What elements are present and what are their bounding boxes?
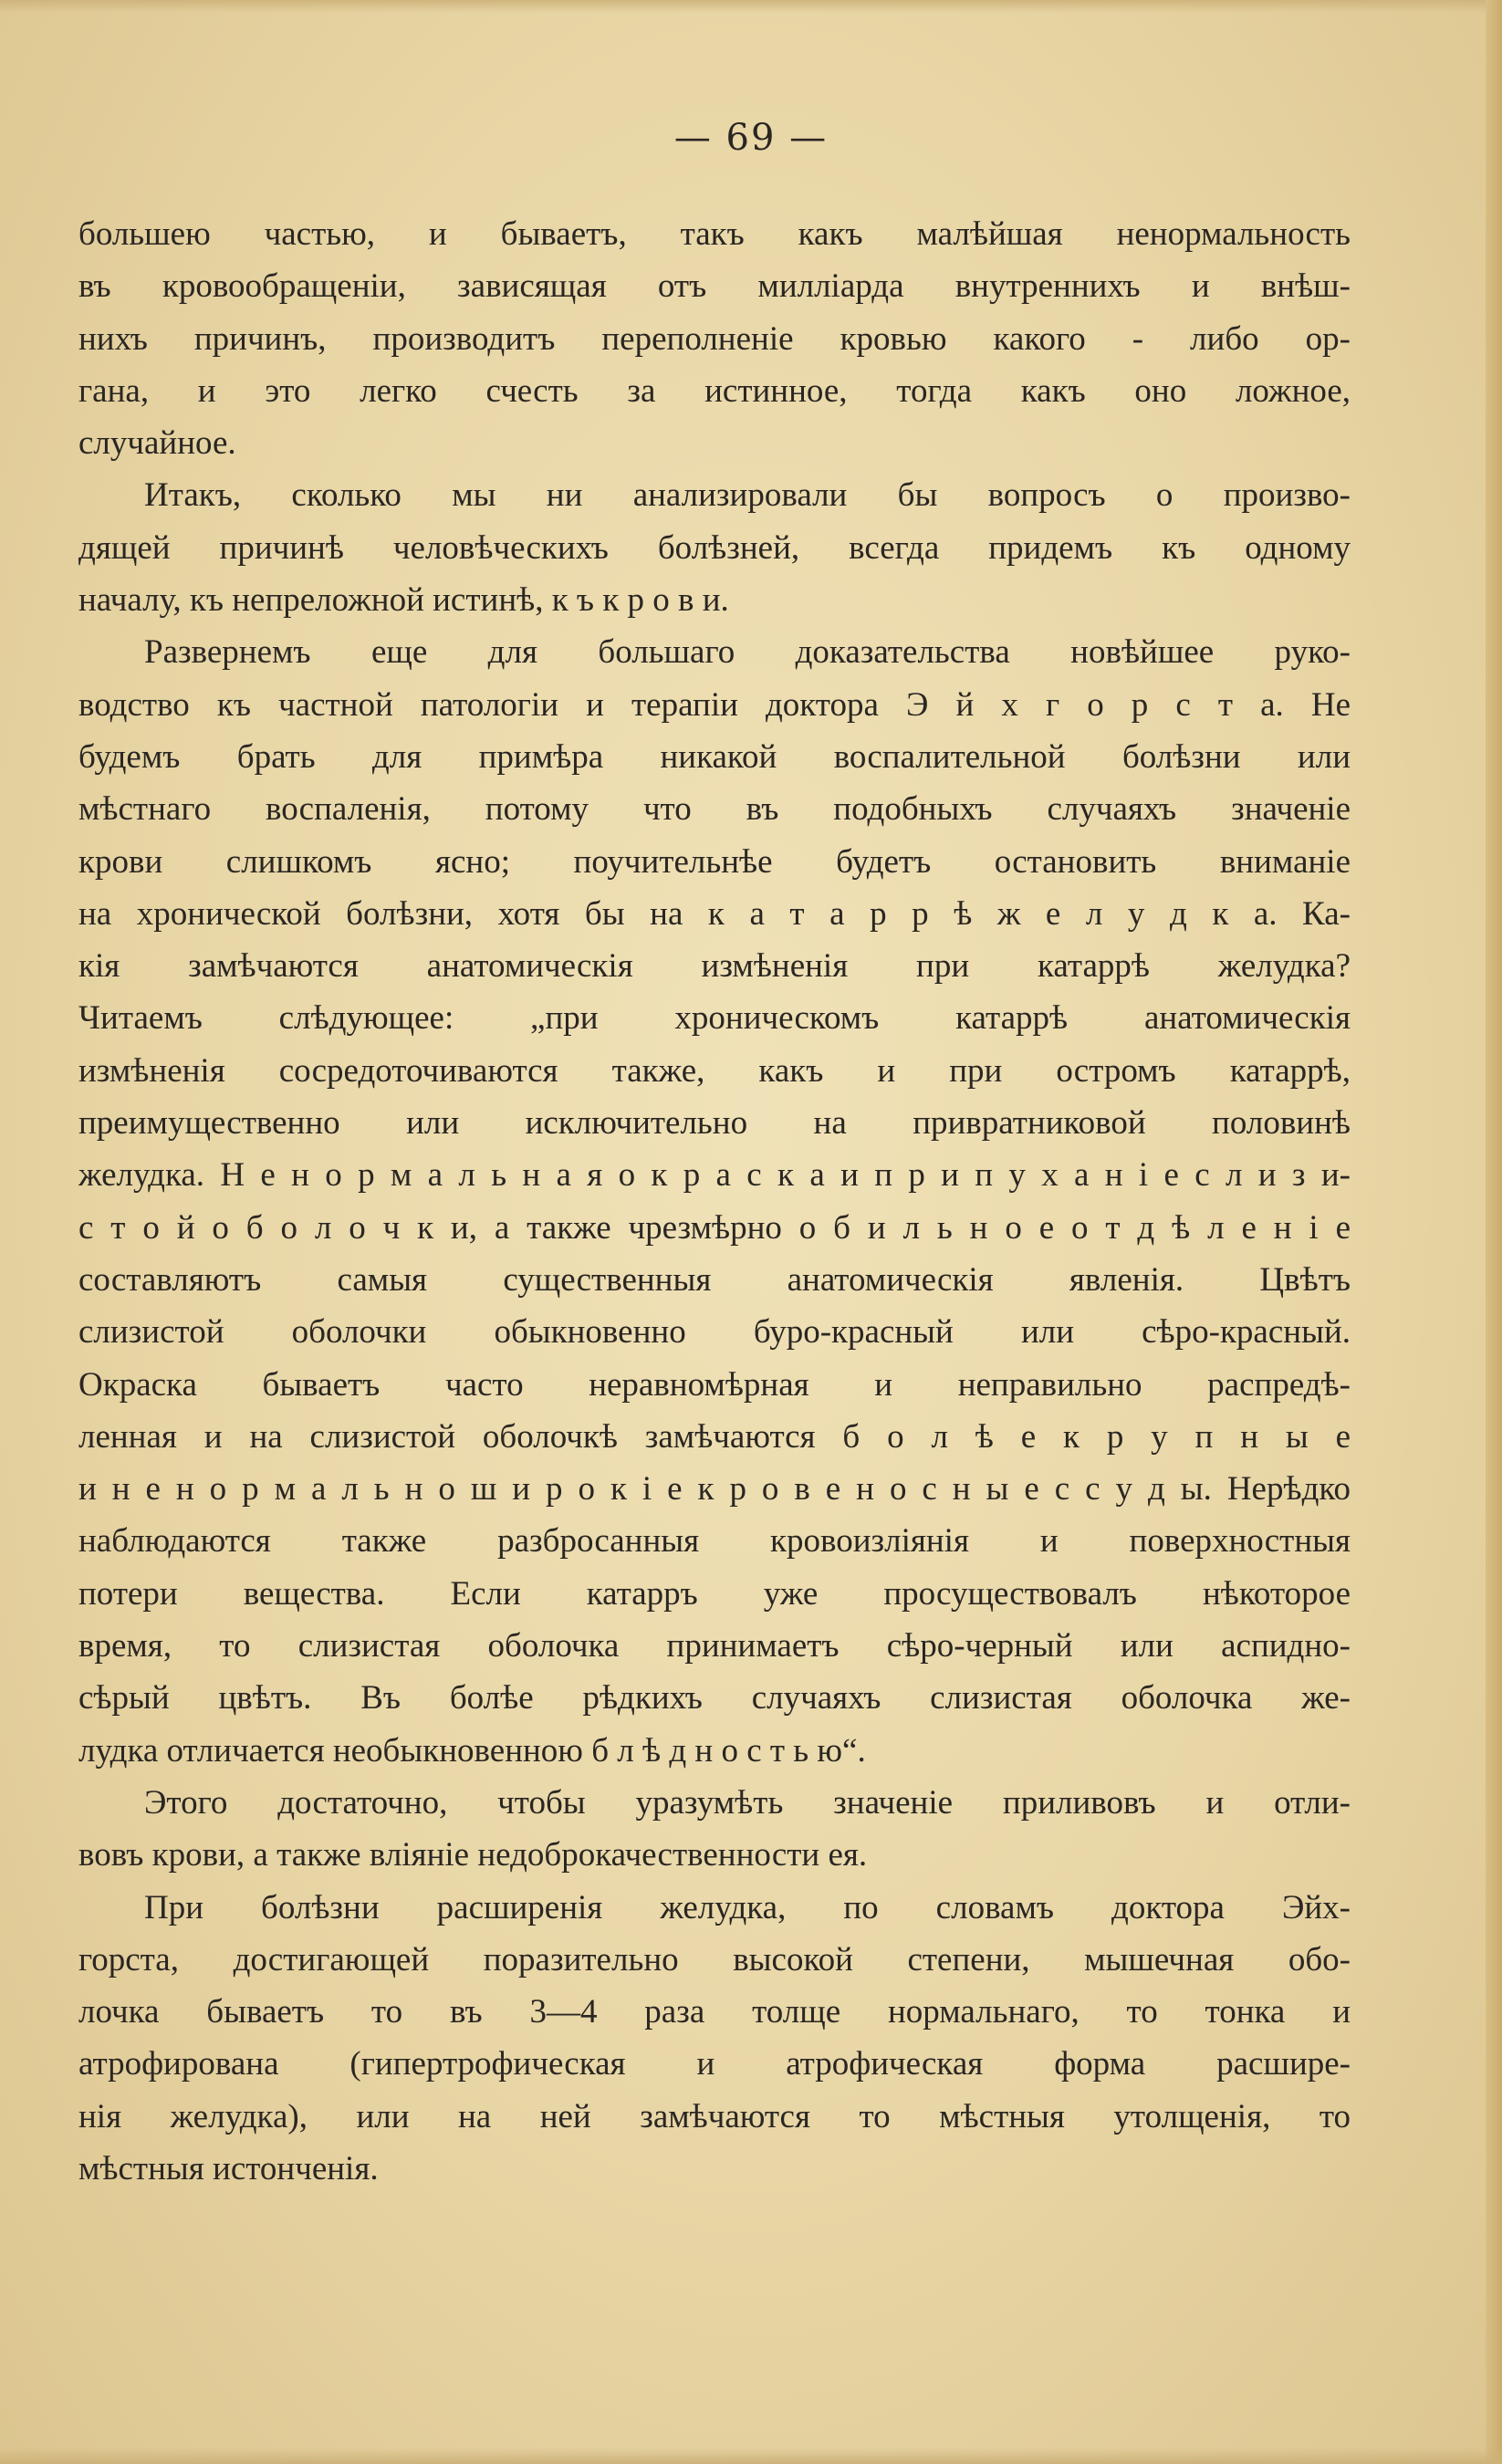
text-line: и н е н о р м а л ь н о ш и р о к і е к р о в е н о с н ы е с с у д ы. Нерѣдко: [78, 1470, 1351, 1509]
text-line: При болѣзни расширенія желудка, по словамъ доктора Эйх-: [144, 1888, 1351, 1926]
text-line: слизистой оболочки обыкновенно буро-красный или сѣро-красный.: [78, 1313, 1351, 1352]
text-line: нія желудка), или на ней замѣчаются то мѣстныя утолщенія, то: [78, 2097, 1351, 2135]
text-line: водство къ частной патологіи и терапіи доктора Э й х г о р с т а. Не: [78, 685, 1351, 724]
text-line: с т о й о б о л о ч к и, а также чрезмѣрно о б и л ь н о е о т д ѣ л е н і е: [78, 1208, 1351, 1247]
text-line: Окраска бываетъ часто неравномѣрная и неправильно распредѣ-: [78, 1365, 1351, 1404]
text-line: лудка отличается необыкновенною б л ѣ д н о с т ь ю“.: [78, 1731, 866, 1770]
text-line: крови слишкомъ ясно; поучительнѣе будетъ остановить вниманіе: [78, 842, 1351, 881]
text-line: на хронической болѣзни, хотя бы на к а т а р р ѣ ж е л у д к а. Ка-: [78, 894, 1351, 933]
text-line: Читаемъ слѣдующее: „при хроническомъ катаррѣ анатомическія: [78, 999, 1351, 1038]
text-line: началу, къ непреложной истинѣ, к ъ к р о в и.: [78, 581, 729, 620]
text-line: Итакъ, сколько мы ни анализировали бы вопросъ о произво-: [144, 476, 1351, 515]
text-line: случайное.: [78, 424, 236, 463]
page-number: — 69 —: [673, 117, 829, 159]
text-line: будемъ брать для примѣра никакой воспалительной болѣзни или: [78, 737, 1351, 776]
text-line: время, то слизистая оболочка принимаетъ сѣро-черный или аспидно-: [78, 1627, 1351, 1665]
text-line: гана, и это легко счесть за истинное, тогда какъ оно ложное,: [78, 371, 1351, 410]
page-top-edge: [0, 0, 1502, 13]
text-line: большею частью, и бываетъ, такъ какъ малѣйшая ненормальность: [78, 215, 1351, 253]
text-line: вовъ крови, а также вліяніе недоброкачественности ея.: [78, 1836, 868, 1874]
text-line: мѣстнаго воспаленія, потому что въ подобныхъ случаяхъ значеніе: [78, 790, 1351, 829]
text-line: ленная и на слизистой оболочкѣ замѣчаются б о л ѣ е к р у п н ы е: [78, 1417, 1351, 1456]
text-line: атрофирована (гипертрофическая и атрофическая форма расшире-: [78, 2045, 1351, 2083]
text-line: дящей причинѣ человѣческихъ болѣзней, всегда придемъ къ одному: [78, 528, 1351, 567]
page-right-edge: [1486, 0, 1502, 2464]
text-line: нихъ причинъ, производитъ переполненіе кровью какого - либо ор-: [78, 319, 1351, 358]
text-line: сѣрый цвѣтъ. Въ болѣе рѣдкихъ случаяхъ слизистая оболочка же-: [78, 1679, 1351, 1717]
text-line: Этого достаточно, чтобы уразумѣть значеніе приливовъ и отли-: [144, 1783, 1351, 1822]
text-line: измѣненія сосредоточиваются также, какъ и при остромъ катаррѣ,: [78, 1051, 1351, 1090]
text-line: мѣстныя истонченія.: [78, 2149, 379, 2187]
text-line: кія замѣчаются анатомическія измѣненія при катаррѣ желудка?: [78, 947, 1351, 986]
text-line: горста, достигающей поразительно высокой степени, мышечная обо-: [78, 1940, 1351, 1979]
page-bottom-edge: [0, 2448, 1502, 2464]
body-text: [78, 208, 1351, 2195]
text-line: преимущественно или исключительно на привратниковой половинѣ: [78, 1104, 1351, 1143]
text-line: въ кровообращеніи, зависящая отъ милліарда внутреннихъ и внѣш-: [78, 267, 1351, 306]
text-line: Развернемъ еще для большаго доказательства новѣйшее руко-: [144, 633, 1351, 672]
text-line: наблюдаются также разбросанныя кровоизліянія и поверхностныя: [78, 1522, 1351, 1561]
text-line: потери вещества. Если катарръ уже просуществовалъ нѣкоторое: [78, 1574, 1351, 1613]
text-line: лочка бываетъ то въ 3—4 раза толще нормальнаго, то тонка и: [78, 1993, 1351, 2031]
text-line: составляютъ самыя существенныя анатомическія явленія. Цвѣтъ: [78, 1260, 1351, 1299]
text-line: желудка. Н е н о р м а л ь н а я о к р а с к а и п р и п у х а н і е с л и з и-: [78, 1156, 1351, 1195]
